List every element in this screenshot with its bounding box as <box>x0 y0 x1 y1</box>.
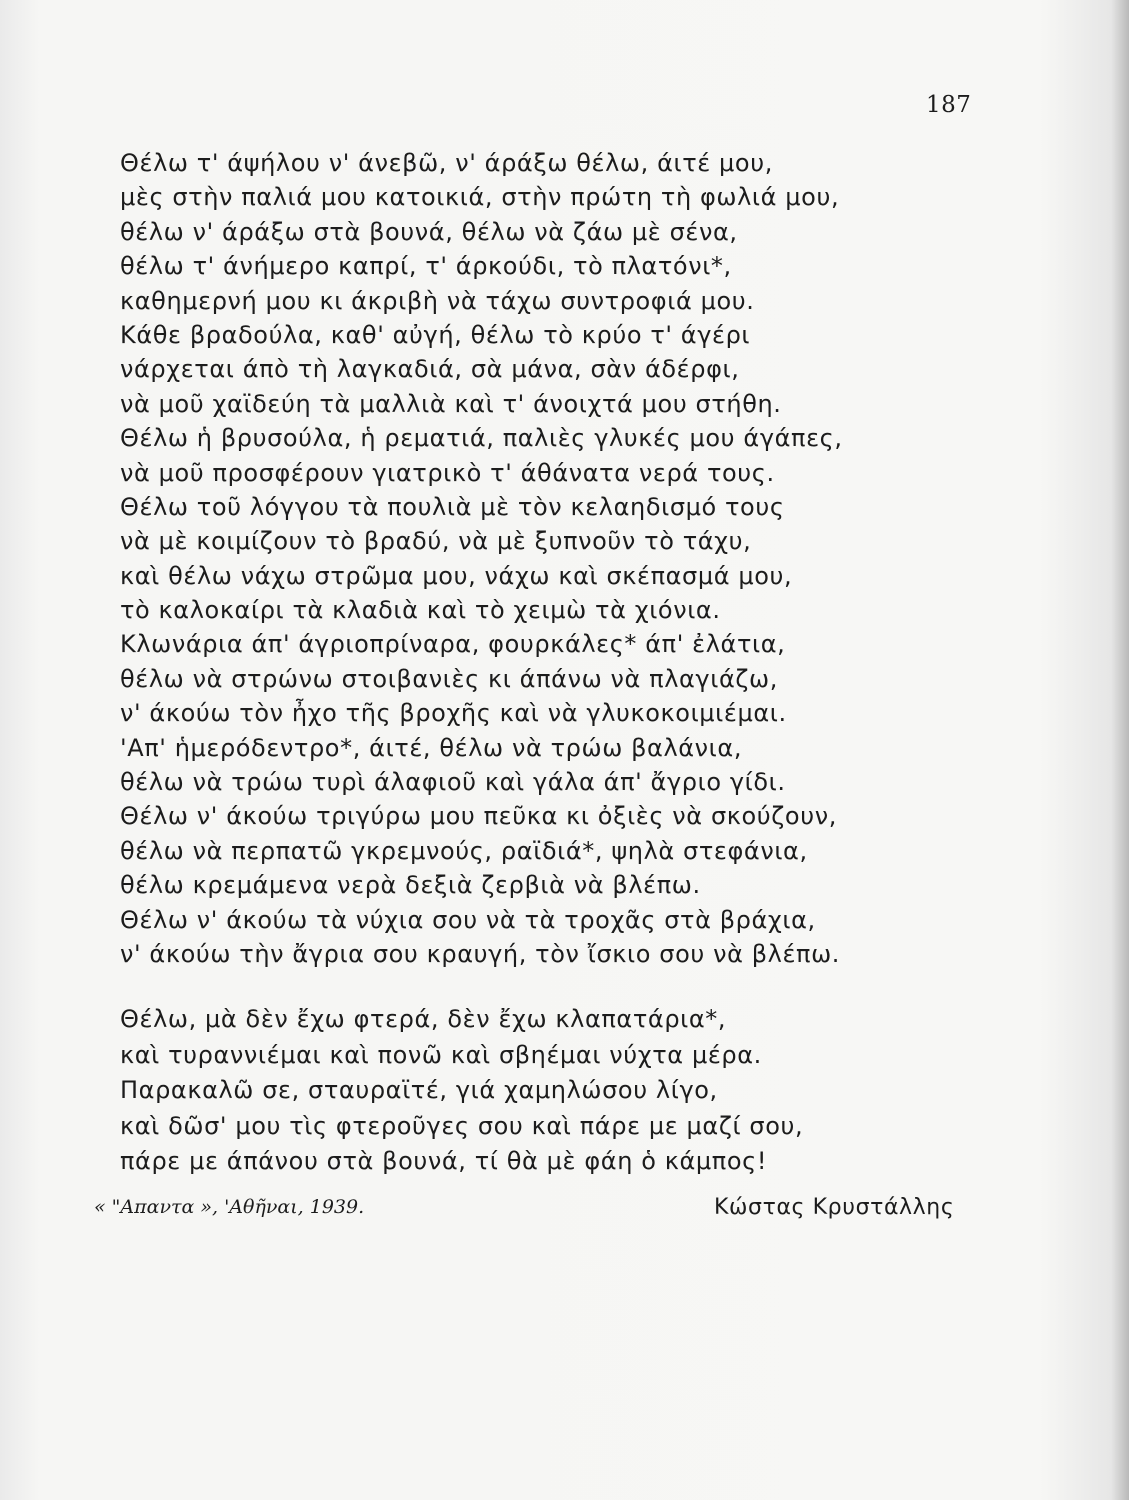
verse-line: ν' άκούω τὴν ἄγρια σου κραυγή, τὸν ἴσκιο σου νὰ βλέπω. <box>120 939 840 968</box>
verse-line: Κλωνάρια άπ' άγριοπρίναρα, φουρκάλες* άπ' ἐλάτια, <box>120 630 786 659</box>
verse-line: νὰ μὲ κοιμίζουν τὸ βραδύ, νὰ μὲ ξυπνοῦν τὸ τάχυ, <box>120 527 752 556</box>
verse-line: θέλω τ' άνήμερο καπρί, τ' άρκούδι, τὸ πλατόνι*, <box>120 252 732 281</box>
verse-line: Θέλω τ' άψήλου ν' άνεβῶ, ν' άράξω θέλω, άιτέ μου, <box>120 149 773 177</box>
author-name: Κώστας Κρυστάλλης <box>714 1195 955 1220</box>
verse-line: Θέλω, μὰ δὲν ἔχω φτερά, δὲν ἔχω κλαπατάρια*, <box>120 1005 727 1033</box>
verse-line: θέλω κρεμάμενα νερὰ δεξιὰ ζερβιὰ νὰ βλέπω. <box>120 871 701 900</box>
verse-line: νάρχεται άπὸ τὴ λαγκαδιά, σὰ μάνα, σὰν άδέρφι, <box>120 355 740 384</box>
verse-line: θέλω νὰ στρώνω στοιβανιὲς κι άπάνω νὰ πλαγιάζω, <box>120 664 778 693</box>
verse-line: ν' άκούω τὸν ἦχο τῆς βροχῆς καὶ νὰ γλυκοκοιμιέμαι. <box>120 699 787 728</box>
verse-line: μὲς στὴν παλιά μου κατοικιά, στὴν πρώτη τὴ φωλιά μου, <box>120 183 840 212</box>
verse-line: Θέλω ἡ βρυσούλα, ἡ ρεματιά, παλιὲς γλυκές μου άγάπες, <box>120 424 843 453</box>
verse-line: νὰ μοῦ χαϊδεύη τὰ μαλλιὰ καὶ τ' άνοιχτά μου στήθη. <box>120 389 782 418</box>
verse-line: Θέλω τοῦ λόγγου τὰ πουλιὰ μὲ τὸν κελαηδισμό τους <box>120 492 785 521</box>
verse-line: Θέλω ν' άκούω τριγύρω μου πεῦκα κι ὀξιὲς νὰ σκούζουν, <box>120 802 837 831</box>
verse-line: 'Απ' ἡμερόδεντρο*, άιτέ, θέλω νὰ τρώω βαλάνια, <box>120 733 743 762</box>
verse-line: καὶ δῶσ' μου τὶς φτεροῦγες σου καὶ πάρε με μαζί σου, <box>120 1111 804 1140</box>
verse-line: θέλω νὰ τρώω τυρὶ άλαφιοῦ καὶ γάλα άπ' ἄγριο γίδι. <box>120 768 786 797</box>
verse-line: νὰ μοῦ προσφέρουν γιατρικὸ τ' άθάνατα νερά τους. <box>120 458 775 487</box>
poem-stanza-1 <box>120 146 970 971</box>
verse-line: καὶ θέλω νάχω στρῶμα μου, νάχω καὶ σκέπασμά μου, <box>120 561 793 590</box>
verse-line: πάρε με άπάνου στὰ βουνά, τί θὰ μὲ φάη ὁ κάμπος! <box>120 1147 768 1176</box>
page-binding-shadow <box>1111 0 1129 1500</box>
verse-line: Κάθε βραδούλα, καθ' αὐγή, θέλω τὸ κρύο τ' άγέρι <box>120 320 751 349</box>
verse-line: Παρακαλῶ σε, σταυραϊτέ, γιά χαμηλώσου λίγο, <box>120 1076 718 1105</box>
verse-line: Θέλω ν' άκούω τὰ νύχια σου νὰ τὰ τροχᾶς στὰ βράχια, <box>120 905 816 934</box>
verse-line: τὸ καλοκαίρι τὰ κλαδιὰ καὶ τὸ χειμὼ τὰ χιόνια. <box>120 596 721 625</box>
verse-line: καθημερνή μου κι άκριβὴ νὰ τάχω συντροφιά μου. <box>120 286 755 315</box>
source-citation: « "Απαντα », 'Αθῆναι, 1939. <box>94 1196 365 1218</box>
poem-stanza-2 <box>120 1002 970 1180</box>
page-number: 187 <box>926 92 972 118</box>
verse-line: θέλω ν' άράξω στὰ βουνά, θέλω νὰ ζάω μὲ σένα, <box>120 217 738 246</box>
verse-line: καὶ τυραννιέμαι καὶ πονῶ καὶ σβηέμαι νύχτα μέρα. <box>120 1040 762 1069</box>
verse-line: θέλω νὰ περπατῶ γκρεμνούς, ραϊδιά*, ψηλὰ στεφάνια, <box>120 836 808 865</box>
